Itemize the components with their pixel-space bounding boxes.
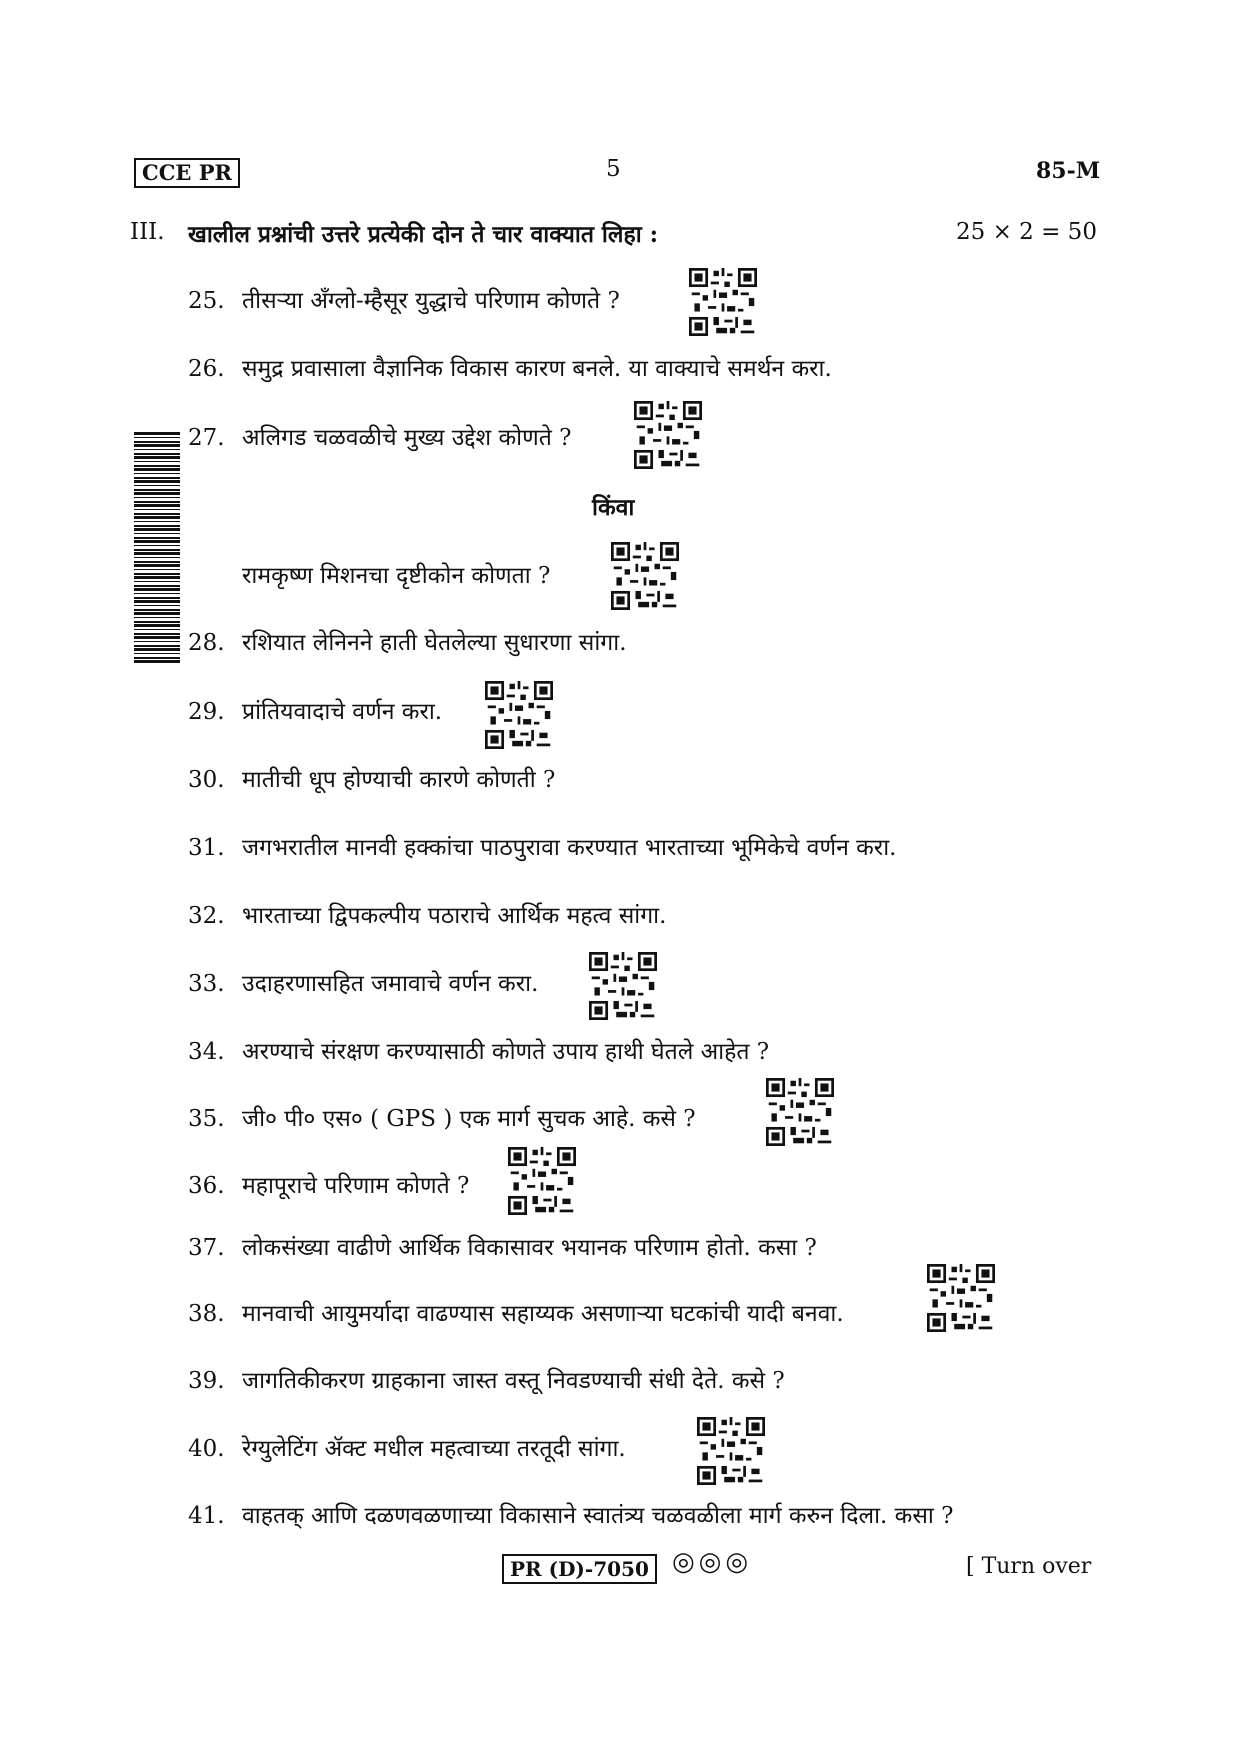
qr-code-icon — [508, 1147, 576, 1215]
qr-code-icon — [589, 952, 657, 1020]
question-36: 36. महापूराचे परिणाम कोणते ? — [188, 1173, 470, 1199]
question-28: 28. रशियात लेनिनने हाती घेतलेल्या सुधारणा सांगा. — [188, 630, 627, 656]
question-40: 40. रेग्युलेटिंग ॲक्ट मधील महत्वाच्या तरतूदी सांगा. — [188, 1436, 626, 1462]
turn-over: [ Turn over — [966, 1554, 1092, 1579]
paper-code: 85-M — [1036, 158, 1101, 184]
question-41: 41. वाहतक् आणि दळणवळणाच्या विकासाने स्वातंत्र्य चळवळीला मार्ग करुन दिला. कसा ? — [188, 1503, 954, 1529]
question-30: 30. मातीची धूप होण्याची कारणे कोणती ? — [188, 767, 556, 793]
header-code-box: CCE PR — [134, 158, 240, 188]
barcode — [134, 432, 180, 664]
footer-symbols: ◎◎◎ — [672, 1547, 753, 1577]
qr-code-icon — [927, 1264, 995, 1332]
question-33: 33. उदाहरणासहित जमावाचे वर्णन करा. — [188, 971, 539, 997]
page-number: 5 — [606, 156, 621, 182]
qr-code-icon — [697, 1417, 765, 1485]
question-29: 29. प्रांतियवादाचे वर्णन करा. — [188, 699, 443, 725]
section-roman: III. — [130, 219, 165, 245]
section-marks: 25 × 2 = 50 — [956, 219, 1097, 245]
qr-code-icon — [689, 268, 757, 336]
question-35: 35. जी० पी० एस० ( GPS ) एक मार्ग सुचक आहे. कसे ? — [188, 1106, 696, 1132]
question-25: 25. तीसऱ्या ॲंग्लो-म्हैसूर युद्धाचे परिणाम कोणते ? — [188, 288, 620, 314]
question-32: 32. भारताच्या द्विपकल्पीय पठाराचे आर्थिक महत्व सांगा. — [188, 903, 667, 929]
qr-code-icon — [485, 681, 553, 749]
qr-code-icon — [634, 401, 702, 469]
question-27: 27. अलिगड चळवळीचे मुख्य उद्देश कोणते ? — [188, 425, 572, 451]
question-31: 31. जगभरातील मानवी हक्कांचा पाठपुरावा करण्यात भारताच्या भूमिकेचे वर्णन करा. — [188, 835, 897, 861]
or-separator: किंवा — [592, 494, 635, 521]
question-37: 37. लोकसंख्या वाढीणे आर्थिक विकासावर भयानक परिणाम होतो. कसा ? — [188, 1235, 817, 1261]
question-38: 38. मानवाची आयुमर्यादा वाढण्यास सहाय्यक असणाऱ्या घटकांची यादी बनवा. — [188, 1301, 844, 1327]
qr-code-icon — [766, 1078, 834, 1146]
question-27-alt: रामकृष्ण मिशनचा दृष्टीकोन कोणता ? — [242, 563, 551, 589]
question-26: 26. समुद्र प्रवासाला वैज्ञानिक विकास कारण बनले. या वाक्याचे समर्थन करा. — [188, 356, 832, 382]
question-39: 39. जागतिकीकरण ग्राहकाना जास्त वस्तू निवडण्याची संधी देते. कसे ? — [188, 1368, 785, 1394]
question-34: 34. अरण्याचे संरक्षण करण्यासाठी कोणते उपाय हाथी घेतले आहेत ? — [188, 1039, 770, 1065]
qr-code-icon — [611, 542, 679, 610]
section-instruction: खालील प्रश्नांची उत्तरे प्रत्येकी दोन ते चार वाक्यात लिहा : — [188, 221, 659, 248]
footer-code-box: PR (D)-7050 — [502, 1554, 657, 1584]
